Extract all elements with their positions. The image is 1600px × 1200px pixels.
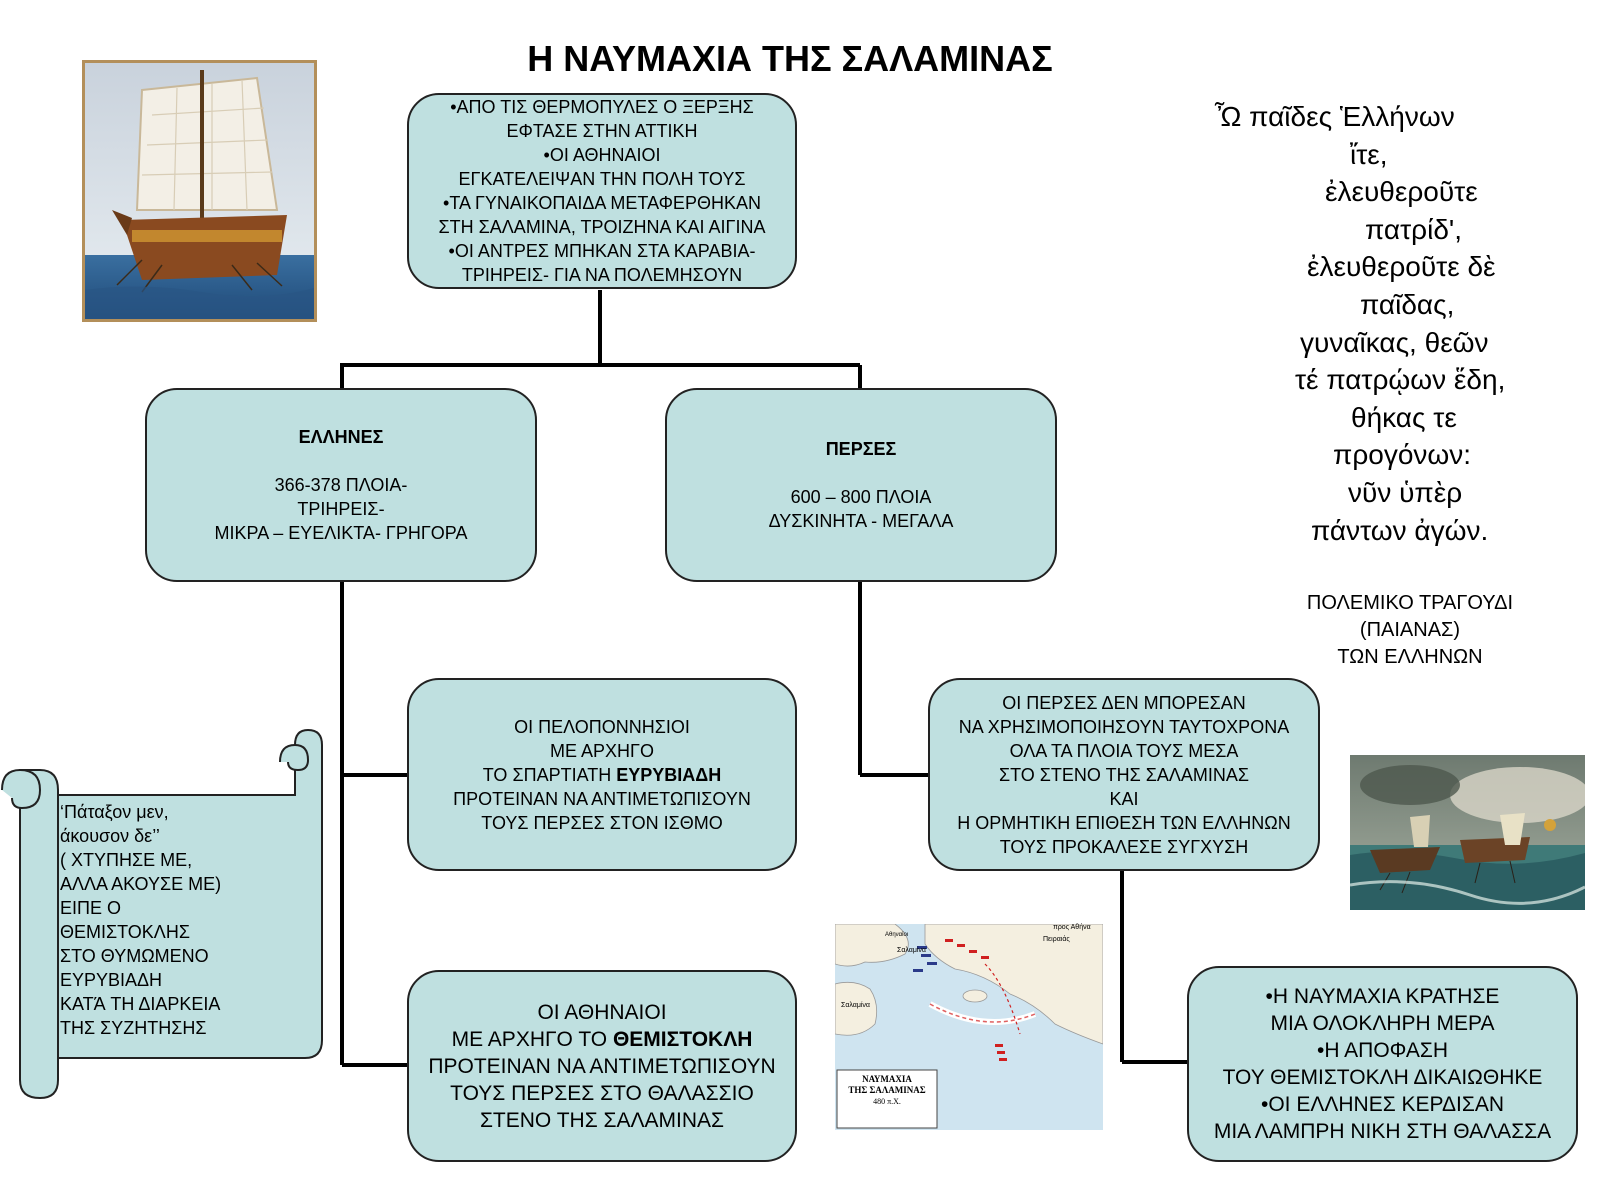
poem-line: πατρίδ', (1365, 213, 1463, 245)
map-label: Πειραιάς (1043, 936, 1070, 943)
persian-problem-line: ΚΑΙ (1109, 788, 1139, 809)
peloponnesians-line: ΜΕ ΑΡΧΗΓΟ (550, 740, 654, 761)
map-label: Σαλαμίνα (897, 947, 926, 954)
song-caption (1280, 590, 1540, 671)
greeks-heading: ΕΛΛΗΝΕΣ (298, 427, 384, 447)
eurybiades-name: ΕΥΡΥΒΙΑΔΗ (616, 764, 722, 785)
athenians-line: ΣΤΕΝΟ ΤΗΣ ΣΑΛΑΜΙΝΑΣ (479, 1108, 725, 1132)
athenians-line: ΤΟΥΣ ΠΕΡΣΕΣ ΣΤΟ ΘΑΛΑΣΣΙΟ (450, 1081, 754, 1105)
poem-line: νῦν ὑπὲρ (1348, 476, 1463, 508)
athenians-box (407, 970, 797, 1162)
greeks-line: ΤΡΙΗΡΕΙΣ- (297, 499, 385, 519)
top-box-line: ΕΦΤΑΣΕ ΣΤΗΝ ΑΤΤΙΚΗ (506, 121, 698, 141)
greeks-line: ΜΙΚΡΑ – ΕΥΕΛΙΚΤΑ- ΓΡΗΓΟΡΑ (214, 523, 468, 543)
xerxes-arrival-box (407, 93, 797, 289)
poem-line: θήκας τε (1351, 401, 1457, 433)
page-title: Η ΝΑΥΜΑΧΙΑ ΤΗΣ ΣΑΛΑΜΙΝΑΣ (527, 38, 1053, 79)
outcome-line: ΤΟΥ ΘΕΜΙΣΤΟΚΛΗ ΔΙΚΑΙΩΘΗΚΕ (1222, 1066, 1543, 1089)
poem-line: παῖδας, (1360, 288, 1455, 320)
scroll-line: ‘Πάταξον μεν, (60, 802, 169, 822)
persian-problem-line: Η ΟΡΜΗΤΙΚΗ ΕΠΙΘΕΣΗ ΤΩΝ ΕΛΛΗΝΩΝ (957, 812, 1291, 833)
athenians-line: ΟΙ ΑΘΗΝΑΙΟΙ (537, 1000, 667, 1024)
athenians-line: ΠΡΟΤΕΙΝΑΝ ΝΑ ΑΝΤΙΜΕΤΩΠΙΣΟΥΝ (428, 1054, 776, 1078)
persian-problem-line: ΟΙ ΠΕΡΣΕΣ ΔΕΝ ΜΠΟΡΕΣΑΝ (1002, 692, 1246, 713)
scroll-line: ΑΛΛΑ ΑΚΟΥΣΕ ΜΕ) (60, 874, 222, 894)
peloponnesians-line: ΠΡΟΤΕΙΝΑΝ ΝΑ ΑΝΤΙΜΕΤΩΠΙΣΟΥΝ (453, 788, 751, 809)
persian-problem-line: ΣΤΟ ΣΤΕΝΟ ΤΗΣ ΣΑΛΑΜΙΝΑΣ (998, 764, 1249, 785)
top-box-line: ΣΤΗ ΣΑΛΑΜΙΝΑ, ΤΡΟΙΖΗΝΑ ΚΑΙ ΑΙΓΙΝΑ (438, 217, 766, 237)
peloponnesians-line: ΟΙ ΠΕΛΟΠΟΝΝΗΣΙΟΙ (514, 716, 690, 737)
top-box-line: •ΑΠΟ ΤΙΣ ΘΕΡΜΟΠΥΛΕΣ Ο ΞΕΡΞΗΣ (450, 97, 754, 117)
map-date: 480 π.Χ. (873, 1097, 901, 1106)
athenians-line (452, 1026, 753, 1053)
poem-line: Ὦ παῖδες Ἑλλήνων (1215, 101, 1455, 132)
peloponnesians-box (407, 678, 797, 871)
outcome-line: ΜΙΑ ΟΛΟΚΛΗΡΗ ΜΕΡΑ (1270, 1012, 1495, 1035)
map-label: Σαλαμίνα (841, 1002, 870, 1009)
scroll-line: ΘΕΜΙΣΤΟΚΛΗΣ (60, 922, 190, 942)
persian-problem-line: ΟΛΑ ΤΑ ΠΛΟΙΑ ΤΟΥΣ ΜΕΣΑ (1009, 740, 1239, 761)
paean-poem (1215, 98, 1545, 549)
poem-line: πάντων ἀγών. (1311, 514, 1489, 546)
poem-line: τέ πατρῴων ἕδη, (1295, 364, 1506, 396)
outcome-line: •Η ΝΑΥΜΑΧΙΑ ΚΡΑΤΗΣΕ (1265, 985, 1500, 1008)
map-title: ΝΑΥΜΑΧΙΑ (862, 1074, 912, 1084)
scroll-line: ΣΤΟ ΘΥΜΩΜΕΝΟ (60, 946, 209, 966)
poem-line: ἴτε, (1350, 138, 1388, 170)
top-box-line: •ΟΙ ΑΘΗΝΑΙΟΙ (543, 145, 661, 165)
map-label: Αθηναίοι (885, 932, 909, 938)
outcome-line: •Η ΑΠΟΦΑΣΗ (1316, 1039, 1448, 1062)
outcome-line: ΜΙΑ ΛΑΜΠΡΗ ΝΙΚΗ ΣΤΗ ΘΑΛΑΣΣΑ (1213, 1120, 1552, 1143)
athenians-prefix: ΜΕ ΑΡΧΗΓΟ ΤΟ (451, 1027, 613, 1051)
scroll-line: ΤΗΣ ΣΥΖΗΤΗΣΗΣ (60, 1018, 207, 1038)
scroll-line: ΚΑΤΆ ΤΗ ΔΙΑΡΚΕΙΑ (60, 994, 221, 1014)
persian-problem-line: ΝΑ ΧΡΗΣΙΜΟΠΟΙΗΣΟΥΝ ΤΑΥΤΟΧΡΟΝΑ (958, 716, 1290, 737)
persians-heading: ΠΕΡΣΕΣ (825, 439, 897, 459)
outcome-box (1187, 966, 1578, 1162)
poem-line: ἐλευθεροῦτε δὲ (1307, 251, 1496, 283)
top-box-line: •ΤΑ ΓΥΝΑΙΚΟΠΑΙΔΑ ΜΕΤΑΦΕΡΘΗΚΑΝ (443, 193, 761, 213)
scroll-line: άκουσον δε’’ (60, 826, 160, 846)
peloponnesians-prefix: ΤΟ ΣΠΑΡΤΙΑΤΗ (482, 764, 617, 785)
poem-line: γυναῖκας, θεῶν (1300, 326, 1489, 358)
peloponnesians-line: ΤΟΥΣ ΠΕΡΣΕΣ ΣΤΟΝ ΙΣΘΜΟ (481, 812, 723, 833)
poem-line: ἐλευθεροῦτε (1325, 176, 1478, 208)
scroll-quote (60, 800, 290, 1040)
peloponnesians-line (483, 763, 721, 787)
song-caption-line: ΤΩΝ ΕΛΛΗΝΩΝ (1337, 646, 1483, 668)
persian-confusion-box (928, 678, 1320, 871)
persians-box (665, 388, 1057, 582)
outcome-line: •ΟΙ ΕΛΛΗΝΕΣ ΚΕΡΔΙΣΑΝ (1260, 1093, 1505, 1116)
persians-line: ΔΥΣΚΙΝΗΤΑ - ΜΕΓΑΛΑ (768, 511, 954, 531)
persian-problem-line: ΤΟΥΣ ΠΡΟΚΑΛΕΣΕ ΣΥΓΧΥΣΗ (999, 836, 1249, 857)
song-caption-line: (ΠΑΙΑΝΑΣ) (1359, 619, 1461, 641)
themistocles-name: ΘΕΜΙΣΤΟΚΛΗ (612, 1027, 753, 1051)
top-box-line: ΕΓΚΑΤΕΛΕΙΨΑΝ ΤΗΝ ΠΟΛΗ ΤΟΥΣ (458, 169, 746, 189)
poem-line: προγόνων: (1333, 439, 1472, 471)
song-caption-line: ΠΟΛΕΜΙΚΟ ΤΡΑΓΟΥΔΙ (1306, 592, 1514, 614)
top-box-line: ΤΡΙΗΡΕΙΣ- ΓΙΑ ΝΑ ΠΟΛΕΜΗΣΟΥΝ (461, 265, 743, 285)
sea-battle-painting (1350, 755, 1585, 910)
salamis-battle-map (835, 924, 1103, 1130)
scroll-line: ΕΙΠΕ Ο (60, 898, 122, 918)
scroll-line: ΕΥΡΥΒΙΑΔΗ (60, 970, 163, 990)
scroll-line: ( ΧΤΥΠΗΣΕ ΜΕ, (60, 850, 193, 870)
greeks-line: 366-378 ΠΛΟΙΑ- (274, 475, 408, 495)
map-title: ΤΗΣ ΣΑΛΑΜΙΝΑΣ (848, 1085, 926, 1095)
persians-line: 600 – 800 ΠΛΟΙΑ (790, 487, 932, 507)
map-label: προς Αθήνα (1053, 924, 1091, 931)
top-box-line: •ΟΙ ΑΝΤΡΕΣ ΜΠΗΚΑΝ ΣΤΑ ΚΑΡΑΒΙΑ- (448, 241, 756, 261)
